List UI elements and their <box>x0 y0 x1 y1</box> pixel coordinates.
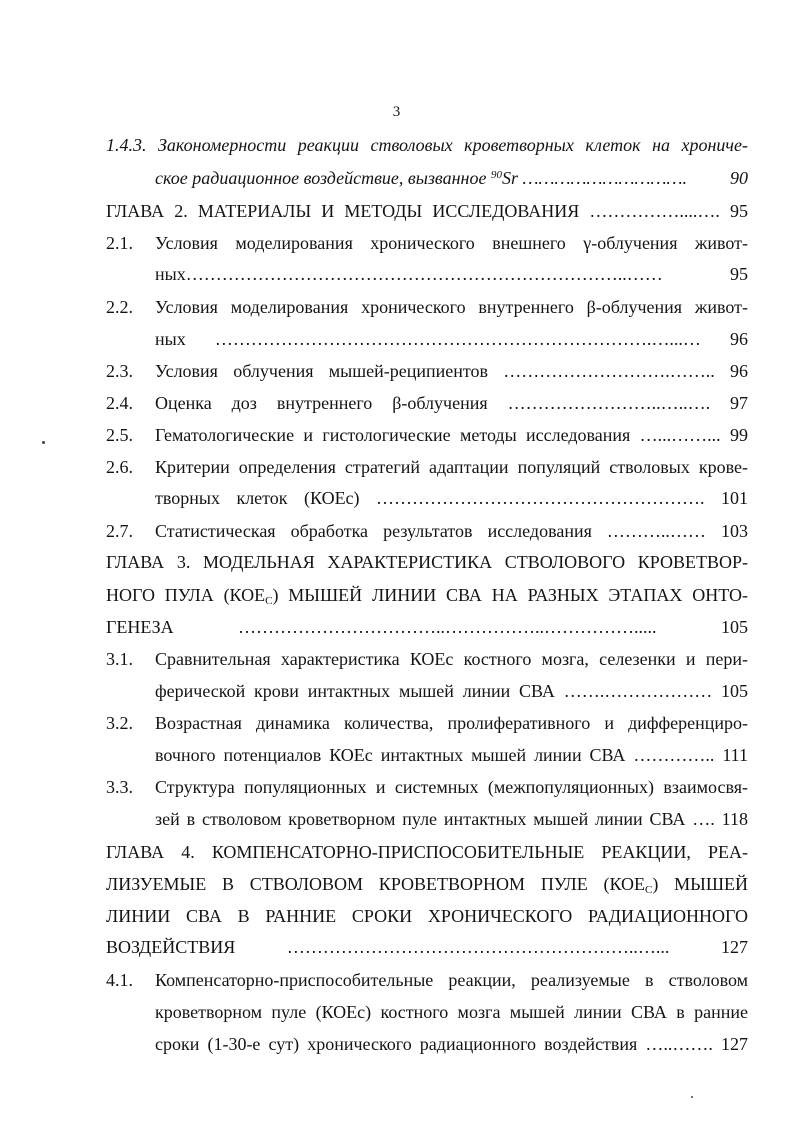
toc-chapter-4-line2-b: ) МЫШЕЙ <box>652 874 748 894</box>
toc-chapter-3-line3: ГЕНЕЗА ……………………………..……………..……………..... 105 <box>106 617 748 637</box>
toc-chapter-2: ГЛАВА 2. МАТЕРИАЛЫ И МЕТОДЫ ИССЛЕДОВАНИЯ ……………....…. 95 <box>106 201 748 221</box>
toc-3-3-number: 3.3. <box>106 777 133 797</box>
toc-2-2-number: 2.2. <box>106 297 133 317</box>
toc-2-7-number: 2.7. <box>106 521 133 541</box>
toc-2-1-line2: ных………………………………………………………………..…… 95 <box>155 264 748 284</box>
toc-4-1-line3: сроки (1-30-е сут) хронического радиационного воздействия …..……. 127 <box>155 1034 748 1054</box>
toc-3-3-line1: Структура популяционных и системных (межпопуляционных) взаимосвя- <box>155 777 748 797</box>
toc-2-5-line: Гематологические и гистологические методы исследования …...……... 99 <box>155 425 748 445</box>
toc-2-4-line: Оценка доз внутреннего β-облучения ……………………..…..…. 97 <box>155 393 748 413</box>
toc-chapter-4-line2-a: ЛИЗУЕМЫЕ В СТВОЛОВОМ КРОВЕТВОРНОМ ПУЛЕ (КОЕ <box>106 874 646 894</box>
toc-2-2-line2: ных ……………………………………………………………….…...… 96 <box>155 329 748 349</box>
toc-2-2-line1: Условия моделирования хронического внутреннего β-облучения живот- <box>155 297 748 317</box>
toc-chapter-4-line2 <box>106 872 748 896</box>
toc-chapter-4-line3: ЛИНИИ СВА В РАННИЕ СРОКИ ХРОНИЧЕСКОГО РАДИАЦИОННОГО <box>106 906 748 926</box>
toc-4-1-number: 4.1. <box>106 970 133 990</box>
toc-chapter-4-line1: ГЛАВА 4. КОМПЕНСАТОРНО-ПРИСПОСОБИТЕЛЬНЫЕ РЕАКЦИИ, РЕА- <box>106 842 748 862</box>
toc-2-1-line1: Условия моделирования хронического внешнего γ-облучения живот- <box>155 233 748 253</box>
toc-2-6-line1: Критерии определения стратегий адаптации популяций стволовых крове- <box>155 457 748 477</box>
toc-2-3-number: 2.3. <box>106 361 133 381</box>
toc-3-1-line2: ферической крови интактных мышей линии СВА …….……………… 105 <box>155 681 748 701</box>
subscript-c: С <box>645 884 653 896</box>
toc-2-3-line: Условия облучения мышей-реципиентов ……………………….…….. 96 <box>155 361 748 381</box>
toc-2-1-number: 2.1. <box>106 233 133 253</box>
scan-speck <box>42 441 45 444</box>
toc-2-6-number: 2.6. <box>106 457 133 477</box>
toc-3-2-line2: вочного потенциалов КОЕс интактных мышей линии СВА ………….. 111 <box>155 745 748 765</box>
toc-2-7-line: Статистическая обработка результатов исследования ………..…… 103 <box>155 521 748 541</box>
toc-entry-1-4-3-line1: 1.4.3. Закономерности реакции стволовых кроветворных клеток на хрониче- <box>106 135 748 155</box>
toc-chapter-3-line2 <box>106 583 748 607</box>
subscript-c: С <box>265 595 273 607</box>
isotope-symbol: Sr <box>501 168 518 188</box>
toc-chapter-3-line1: ГЛАВА 3. МОДЕЛЬНАЯ ХАРАКТЕРИСТИКА СТВОЛОВОГО КРОВЕТВОР- <box>106 552 748 572</box>
toc-entry-1-4-3-text: ское радиационное воздействие, вызванное <box>155 168 491 188</box>
toc-chapter-4-line4: ВОЗДЕЙСТВИЯ …………………………………………………..…... 127 <box>106 937 748 957</box>
toc-4-1-line2: кроветворном пуле (КОЕс) костного мозга мышей линии СВА в ранние <box>155 1002 748 1022</box>
toc-3-2-number: 3.2. <box>106 713 133 733</box>
toc-entry-1-4-3-line2 <box>155 166 748 190</box>
isotope-mass-number: 90 <box>490 169 502 181</box>
toc-entry-1-4-3-page: 90 <box>730 168 748 188</box>
toc-3-3-line2: зей в стволовом кроветворном пуле интактных мышей линии СВА …. 118 <box>155 809 748 829</box>
toc-2-5-number: 2.5. <box>106 425 133 445</box>
toc-4-1-line1: Компенсаторно-приспособительные реакции, реализуемые в стволовом <box>155 970 748 990</box>
toc-chapter-3-line2-a: НОГО ПУЛА (КОЕ <box>106 585 266 605</box>
toc-2-4-number: 2.4. <box>106 393 133 413</box>
page-number: 3 <box>392 104 401 120</box>
toc-3-1-line1: Сравнительная характеристика КОЕс костного мозга, селезенки и пери- <box>155 649 748 669</box>
toc-3-1-number: 3.1. <box>106 649 133 669</box>
toc-2-6-line2: творных клеток (КОЕс) ………………………………………………. 101 <box>155 488 748 508</box>
scan-speck <box>691 1096 693 1098</box>
toc-3-2-line1: Возрастная динамика количества, пролиферативного и дифференциро- <box>155 713 748 733</box>
toc-chapter-3-line2-b: ) МЫШЕЙ ЛИНИИ СВА НА РАЗНЫХ ЭТАПАХ ОНТО- <box>272 585 748 605</box>
toc-leader: …………………………. <box>517 168 688 188</box>
